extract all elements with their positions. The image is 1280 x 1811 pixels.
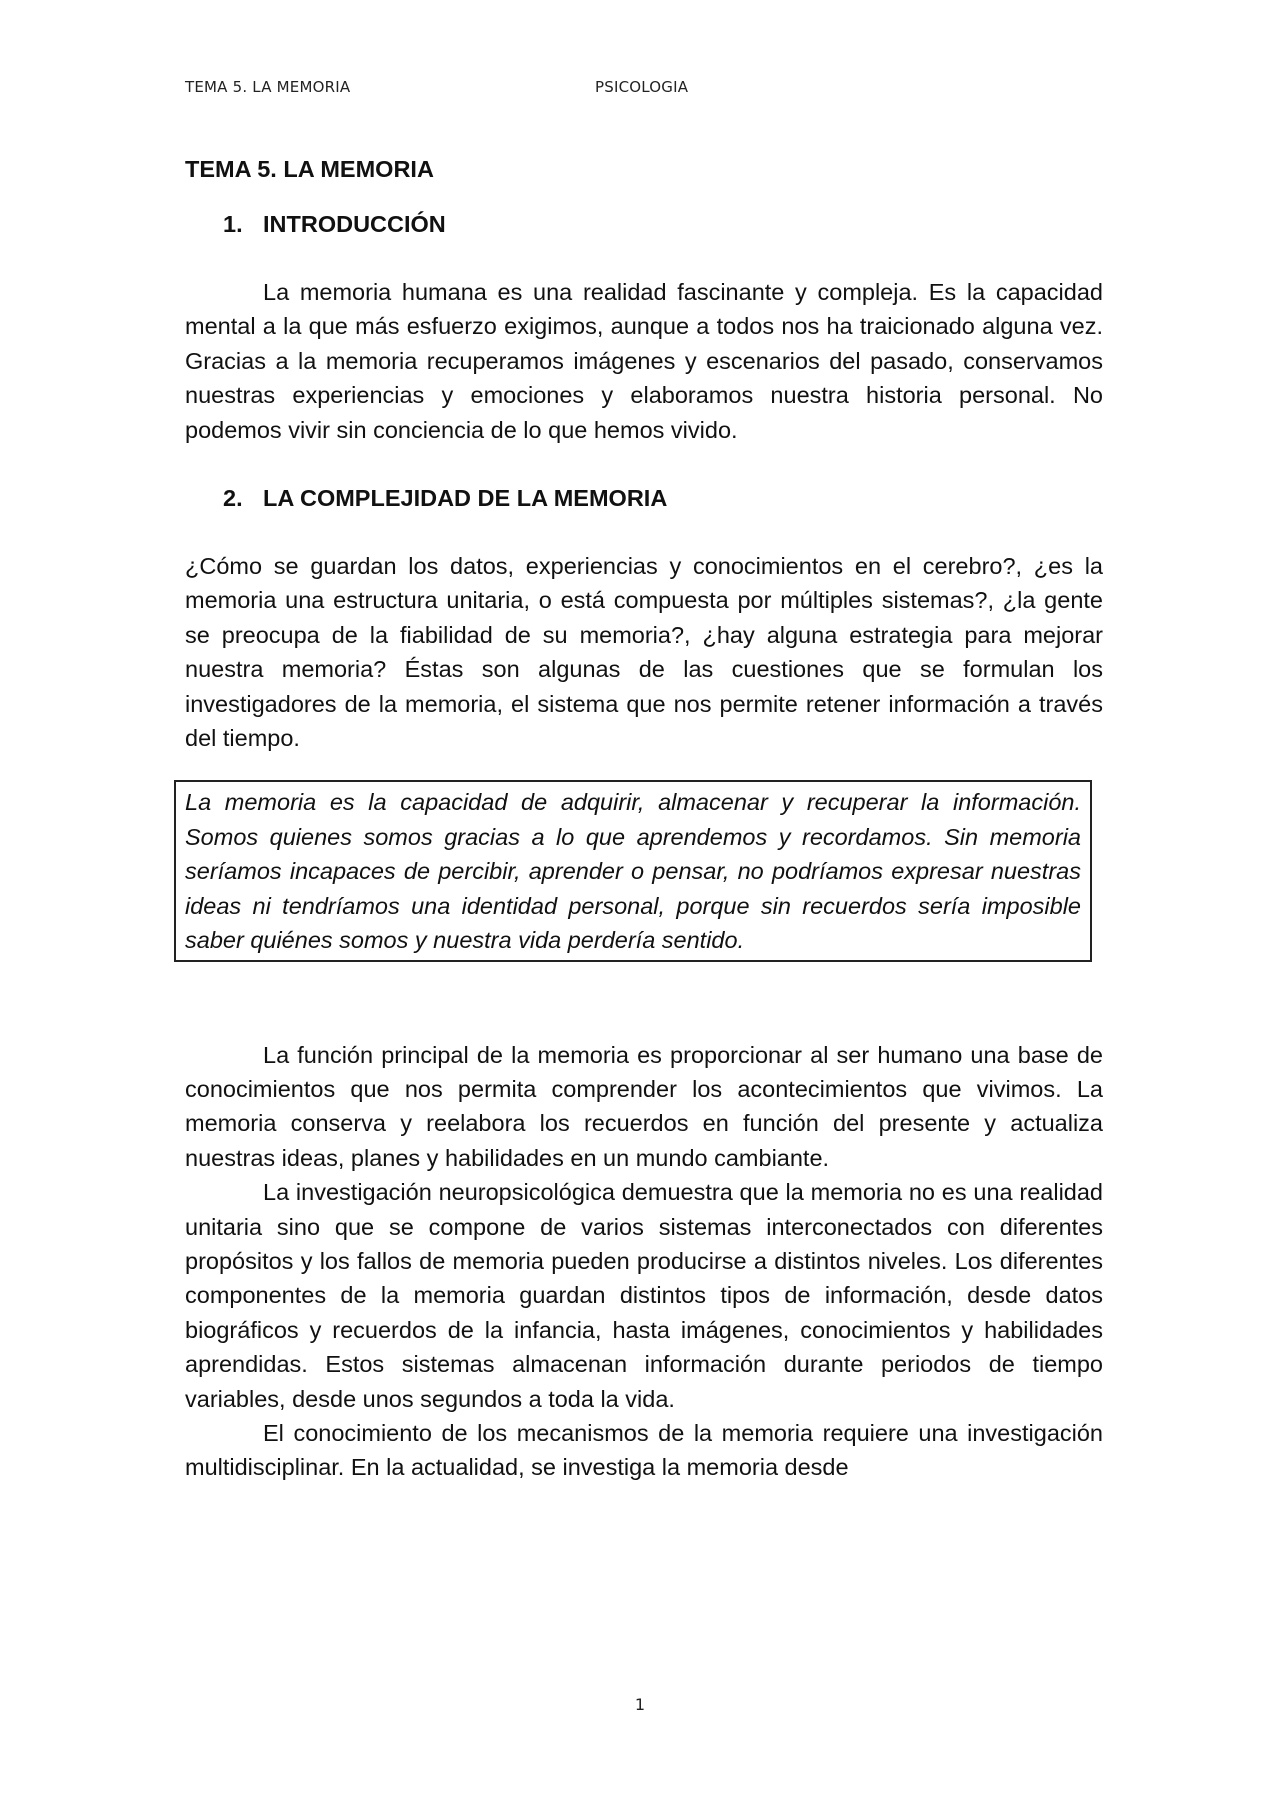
research-paragraph: La investigación neuropsicológica demuestra que la memoria no es una realidad unitaria sino que se compone de varios sistemas interconectados con diferentes propósitos y los fallos de memoria pueden producirse a distintos niveles. Los diferentes componentes de la memoria guardan distintos tipos de información, desde datos biográficos y recuerdos de la infancia, hasta imágenes, conocimientos y habilidades aprendidas. Estos sistemas almacenan información durante periodos de tiempo variables, desde unos segundos a toda la vida. — [185, 1179, 1103, 1412]
questions-paragraph: ¿Cómo se guardan los datos, experiencias y conocimientos en el cerebro?, ¿es la memoria una estructura unitaria, o está compuesta por múltiples sistemas?, ¿la gente se preocupa de la fiabilidad de su memoria?, ¿hay alguna estrategia para mejorar nuestra memoria? Éstas son algunas de las cuestiones que se formulan los investigadores de la memoria, el sistema que nos permite retener información a través del tiempo. — [185, 553, 1103, 752]
document-title: TEMA 5. LA MEMORIA — [185, 156, 434, 182]
knowledge-paragraph: El conocimiento de los mecanismos de la memoria requiere una investigación multidisciplinar. En la actualidad, se investiga la memoria desde — [185, 1419, 1103, 1481]
section-number: 1. — [223, 211, 243, 237]
intro-paragraph: La memoria humana es una realidad fascinante y compleja. Es la capacidad mental a la que más esfuerzo exigimos, aunque a todos nos ha traicionado alguna vez. Gracias a la memoria recuperamos imágenes y escenarios del pasado, conservamos nuestras experiencias y emociones y elaboramos nuestra historia personal. No podemos vivir sin conciencia de lo que hemos vivido. — [185, 279, 1103, 443]
section-number: 2. — [223, 485, 243, 512]
document-body — [185, 152, 1103, 1485]
definition-text: La memoria es la capacidad de adquirir, almacenar y recuperar la información. Somos quienes somos gracias a lo que aprendemos y recordamos. Sin memoria seríamos incapaces de percibir, aprender o pensar, no podríamos expresar nuestras ideas ni tendríamos una identidad personal, porque sin recuerdos sería imposible saber quiénes somos y nuestra vida perdería sentido. — [185, 789, 1081, 954]
section-title: LA COMPLEJIDAD DE LA MEMORIA — [263, 485, 668, 512]
section-title: INTRODUCCIÓN — [263, 211, 446, 237]
header-subject: PSICOLOGIA — [595, 78, 689, 96]
definition-box — [174, 780, 1092, 961]
header-left-title: TEMA 5. LA MEMORIA — [185, 78, 351, 96]
page-number: 1 — [634, 1695, 646, 1714]
section-heading-complejidad — [223, 481, 1103, 515]
function-paragraph: La función principal de la memoria es proporcionar al ser humano una base de conocimientos que nos permita comprender los acontecimientos que vivimos. La memoria conserva y reelabora los recuerdos en función del presente y actualiza nuestras ideas, planes y habilidades en un mundo cambiante. — [185, 1041, 1103, 1171]
section-heading-introduccion — [223, 207, 1103, 241]
